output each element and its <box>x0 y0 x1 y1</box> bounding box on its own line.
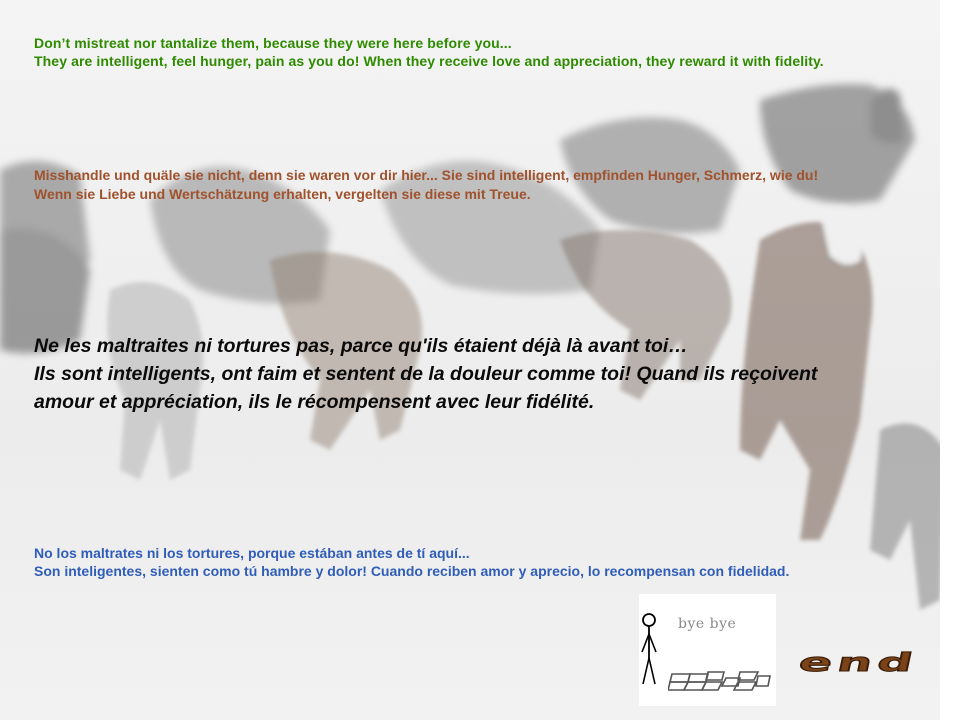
bye-bye-text: bye bye <box>678 616 737 632</box>
french-line-2: Ils sont intelligents, ont faim et sentent de la douleur comme toi! Quand ils reçoivent <box>34 363 818 385</box>
german-line-1: Misshandle und quäle sie nicht, denn sie waren vor dir hier... Sie sind intelligent, empfinden Hunger, Schmerz, wie du! <box>34 167 819 183</box>
german-paragraph <box>34 166 818 204</box>
french-line-3: amour et appréciation, ils le récompensent avec leur fidélité. <box>34 391 595 413</box>
end-logo <box>790 640 930 680</box>
english-paragraph <box>34 34 824 70</box>
french-paragraph <box>34 332 817 416</box>
end-logo-text: end <box>796 648 921 678</box>
hopscotch-icon <box>668 668 772 694</box>
english-line-1: Don’t mistreat nor tantalize them, because they were here before you... <box>34 35 512 51</box>
spanish-line-1: No los maltrates ni los tortures, porque estában antes de tí aquí... <box>34 545 470 561</box>
french-line-1: Ne les maltraites ni tortures pas, parce qu'ils étaient déjà là avant toi… <box>34 335 688 357</box>
spanish-line-2: Son inteligentes, sienten como tú hambre y dolor! Cuando reciben amor y aprecio, lo recompensan con fidelidad. <box>34 563 790 579</box>
german-line-2: Wenn sie Liebe und Wertschätzung erhalten, vergelten sie diese mit Treue. <box>34 186 531 202</box>
english-line-2: They are intelligent, feel hunger, pain as you do! When they receive love and appreciation, they reward it with fidelity. <box>34 53 824 69</box>
stick-figure-icon <box>640 612 660 688</box>
spanish-paragraph <box>34 544 789 580</box>
